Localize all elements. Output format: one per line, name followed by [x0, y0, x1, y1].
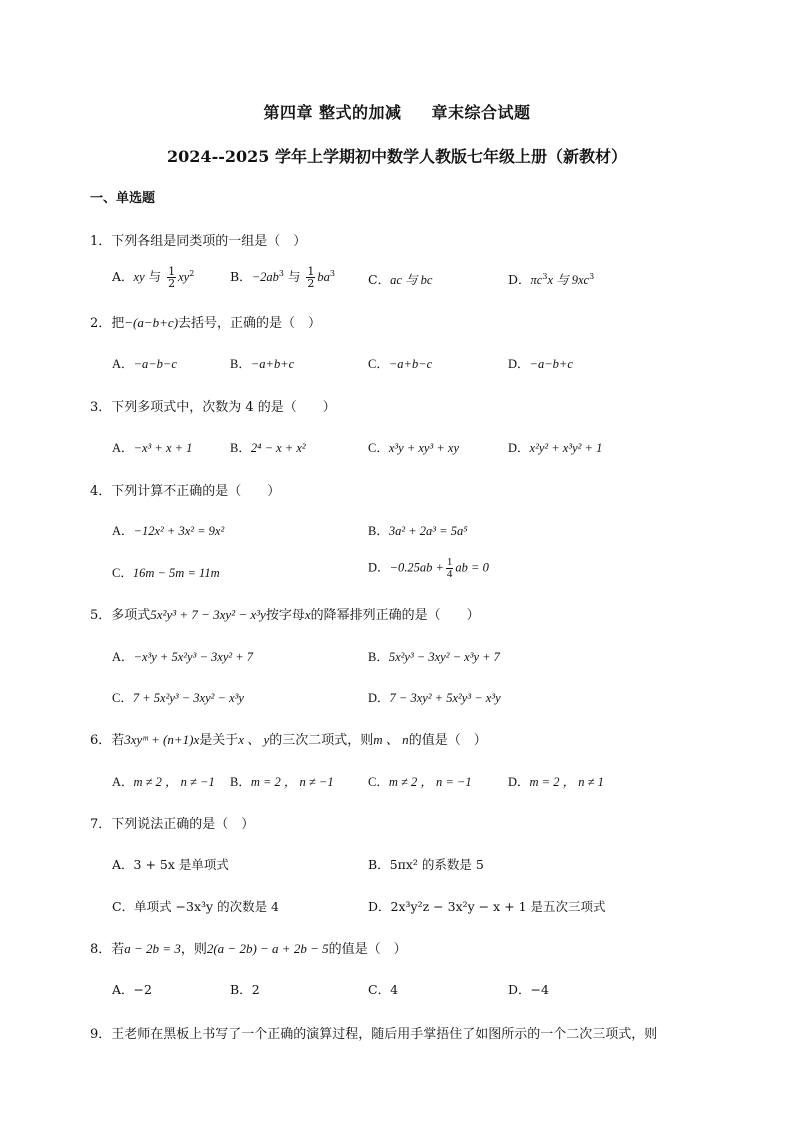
option-label: B． [368, 524, 389, 538]
question-4-option-a[interactable] [112, 521, 224, 539]
question-9-stem: 9．王老师在黑板上书写了一个正确的演算过程，随后用手掌捂住了如图所示的一个二次三项式，则 [90, 1027, 658, 1042]
question-2-option-a[interactable] [112, 354, 177, 372]
stem-text: ，则 [180, 942, 207, 957]
option-math: −12x² + 3x² = 9x² [133, 524, 225, 538]
question-7-stem: 7．下列说法正确的是（ ） [90, 817, 255, 832]
stem-math: x 、 y [238, 732, 270, 747]
question-1-option-c[interactable] [368, 270, 432, 288]
option-math: x 与 9xc [547, 273, 590, 287]
option-math: ac 与 bc [390, 273, 433, 287]
option-label: D． [368, 560, 390, 575]
option-math: 5x²y³ − 3xy² − x³y + 7 [388, 650, 500, 664]
fraction-denominator: 4 [446, 568, 453, 580]
question-5-stem [90, 604, 480, 623]
option-text: 2 [251, 982, 260, 997]
option-math: −x³ + x + 1 [133, 441, 193, 455]
option-math: ba [317, 270, 330, 284]
fraction [306, 266, 315, 289]
question-3-option-a[interactable] [112, 438, 192, 456]
exponent: 3 [329, 269, 336, 278]
question-5-option-b[interactable] [368, 647, 500, 665]
stem-math: 3xyᵐ + (n+1)x [124, 732, 200, 747]
option-label: A． [112, 775, 134, 789]
option-label: D． [368, 899, 391, 914]
option-label: A． [112, 857, 134, 872]
option-text: 5πx² 的系数是 5 [389, 857, 484, 872]
stem-text: 去括号，正确的是（ ） [178, 316, 322, 331]
exponent: 3 [278, 269, 284, 278]
option-label: C． [368, 982, 391, 997]
stem-text: 的三次二项式，则 [269, 733, 374, 748]
option-text: −2 [133, 982, 152, 997]
question-1-option-a[interactable] [112, 266, 194, 289]
title-chapter: 第四章 整式的加减 [263, 103, 402, 122]
stem-math: a − 2b = 3 [124, 941, 181, 956]
question-8-option-a[interactable] [112, 980, 152, 998]
option-connector: 与 [144, 269, 166, 284]
option-math: x³y + xy³ + xy [388, 441, 459, 455]
option-label: D． [368, 691, 390, 705]
option-label: C． [368, 357, 389, 371]
option-text: −4 [530, 982, 549, 997]
option-label: B． [368, 857, 390, 872]
stem-text: 的值是（ ） [408, 733, 487, 748]
question-6-option-d[interactable] [508, 772, 604, 790]
option-math: −0.25ab + [389, 560, 444, 575]
option-math: xy [133, 270, 145, 284]
fraction-numerator: 1 [168, 265, 176, 278]
option-label: C． [368, 272, 391, 287]
option-math: −x³y + 5x²y³ − 3xy² + 7 [133, 650, 254, 664]
option-label: A． [112, 441, 134, 455]
option-math: m ≠ 2 ， n ≠ −1 [133, 775, 215, 789]
question-7-option-a[interactable] [112, 855, 229, 873]
document-title [0, 100, 794, 123]
option-math: −2ab [251, 270, 279, 284]
question-7-option-d[interactable] [368, 897, 606, 915]
question-3-option-c[interactable] [368, 438, 459, 456]
option-label: A． [112, 357, 134, 371]
option-label: C． [112, 691, 133, 705]
option-math: −a−b+c [529, 357, 573, 371]
option-text: 3 + 5x 是单项式 [133, 857, 229, 872]
question-2-option-c[interactable] [368, 354, 432, 372]
stem-text: 的降幂排列正确的是（ ） [310, 608, 480, 623]
option-label: C． [368, 775, 389, 789]
stem-math: 5x²y³ + 7 − 3xy² − x³y [150, 607, 266, 622]
option-math: x²y² + x³y² + 1 [529, 441, 603, 455]
stem-math: m 、 n [373, 732, 409, 747]
option-math: xy [178, 270, 190, 284]
stem-math: 2(a − 2b) − a + 2b − 5 [206, 941, 329, 956]
question-8-option-d[interactable] [508, 980, 549, 998]
exponent: 3 [542, 272, 548, 281]
option-label: D． [508, 775, 530, 789]
question-7-option-c[interactable] [112, 897, 279, 915]
option-label: D． [508, 441, 530, 455]
option-math: m = 2 ， n ≠ −1 [250, 775, 334, 789]
document-subtitle: 2024--2025 学年上学期初中数学人教版七年级上册（新教材） [167, 147, 627, 166]
question-7-option-b[interactable] [368, 855, 484, 873]
question-3-stem: 3．下列多项式中，次数为 4 的是（ ） [90, 400, 336, 415]
question-1-stem: 1．下列各组是同类项的一组是（ ） [90, 234, 307, 249]
question-1-option-d[interactable] [508, 270, 594, 288]
option-math: −a−b−c [133, 357, 177, 371]
question-6-option-c[interactable] [368, 772, 472, 790]
option-label: A． [112, 269, 134, 284]
option-math: 16m − 5m = 11m [132, 566, 220, 580]
option-label: D． [508, 982, 531, 997]
title-test-name: 章末综合试题 [431, 103, 531, 122]
option-math: πc [530, 273, 543, 287]
question-6-option-b[interactable] [230, 772, 334, 790]
stem-text: 5．多项式 [90, 608, 151, 623]
option-label: B． [368, 650, 389, 664]
option-text: 2x³y²z − 3x²y − x + 1 是五次三项式 [390, 899, 606, 914]
stem-text: 6．若 [90, 733, 125, 748]
option-label: A． [112, 524, 134, 538]
question-3-option-d[interactable] [508, 438, 602, 456]
question-2-stem [90, 312, 321, 331]
option-math: 7 + 5x²y³ − 3xy² − x³y [132, 691, 244, 705]
question-5-option-d[interactable] [368, 688, 501, 706]
option-label: B． [230, 775, 251, 789]
exponent: 3 [589, 272, 595, 281]
question-4-option-c[interactable] [112, 563, 220, 581]
question-4-stem: 4．下列计算不正确的是（ ） [90, 484, 281, 499]
option-math: ab = 0 [455, 560, 489, 575]
option-math: −a+b+c [250, 357, 295, 371]
option-label: B． [230, 982, 252, 997]
option-label: D． [508, 357, 530, 371]
fraction [167, 266, 176, 289]
option-label: A． [112, 982, 134, 997]
stem-text: 按字母 [265, 608, 305, 623]
question-6-option-a[interactable] [112, 772, 215, 790]
stem-text: 2．把 [90, 316, 125, 331]
option-math: −a+b−c [388, 357, 433, 371]
option-math: 7 − 3xy² + 5x²y³ − x³y [389, 691, 501, 705]
option-math: 3a² + 2a³ = 5a⁵ [388, 524, 468, 538]
question-4-option-d[interactable] [368, 557, 489, 580]
fraction-numerator: 1 [307, 265, 315, 278]
stem-math: −(a−b+c) [124, 315, 179, 330]
option-label: C． [368, 441, 389, 455]
question-8-option-b[interactable] [230, 980, 260, 998]
option-text: 4 [390, 982, 399, 997]
fraction-numerator: 1 [446, 556, 453, 568]
stem-text: 的值是（ ） [328, 942, 407, 957]
stem-math: x [304, 607, 311, 622]
option-label: C． [112, 566, 133, 580]
fraction-denominator: 2 [307, 277, 315, 290]
question-2-option-b[interactable] [230, 354, 294, 372]
fraction-denominator: 2 [168, 277, 176, 290]
section-heading: 一、单选题 [90, 191, 156, 206]
question-8-option-c[interactable] [368, 980, 398, 998]
option-label: D． [508, 272, 531, 287]
option-math: 2⁴ − x + x² [250, 441, 306, 455]
stem-text: 8．若 [90, 942, 125, 957]
question-4-option-b[interactable] [368, 521, 468, 539]
question-2-option-d[interactable] [508, 354, 573, 372]
fraction [446, 557, 454, 580]
stem-text: 是关于 [199, 733, 239, 748]
exponent: 2 [189, 269, 195, 278]
question-1-option-b[interactable] [230, 266, 335, 289]
option-math: m ≠ 2 ， n = −1 [388, 775, 472, 789]
option-label: B． [230, 269, 252, 284]
question-8-stem [90, 938, 407, 957]
option-label: B． [230, 441, 251, 455]
question-3-option-b[interactable] [230, 438, 306, 456]
option-text: 单项式 −3x³y 的次数是 4 [134, 899, 280, 914]
question-5-option-a[interactable] [112, 647, 253, 665]
question-5-option-c[interactable] [112, 688, 244, 706]
option-label: C． [112, 899, 135, 914]
option-label: B． [230, 357, 251, 371]
question-6-stem [90, 729, 487, 748]
option-connector: 与 [283, 269, 305, 284]
option-math: m = 2 ， n ≠ 1 [529, 775, 604, 789]
option-label: A． [112, 650, 134, 664]
